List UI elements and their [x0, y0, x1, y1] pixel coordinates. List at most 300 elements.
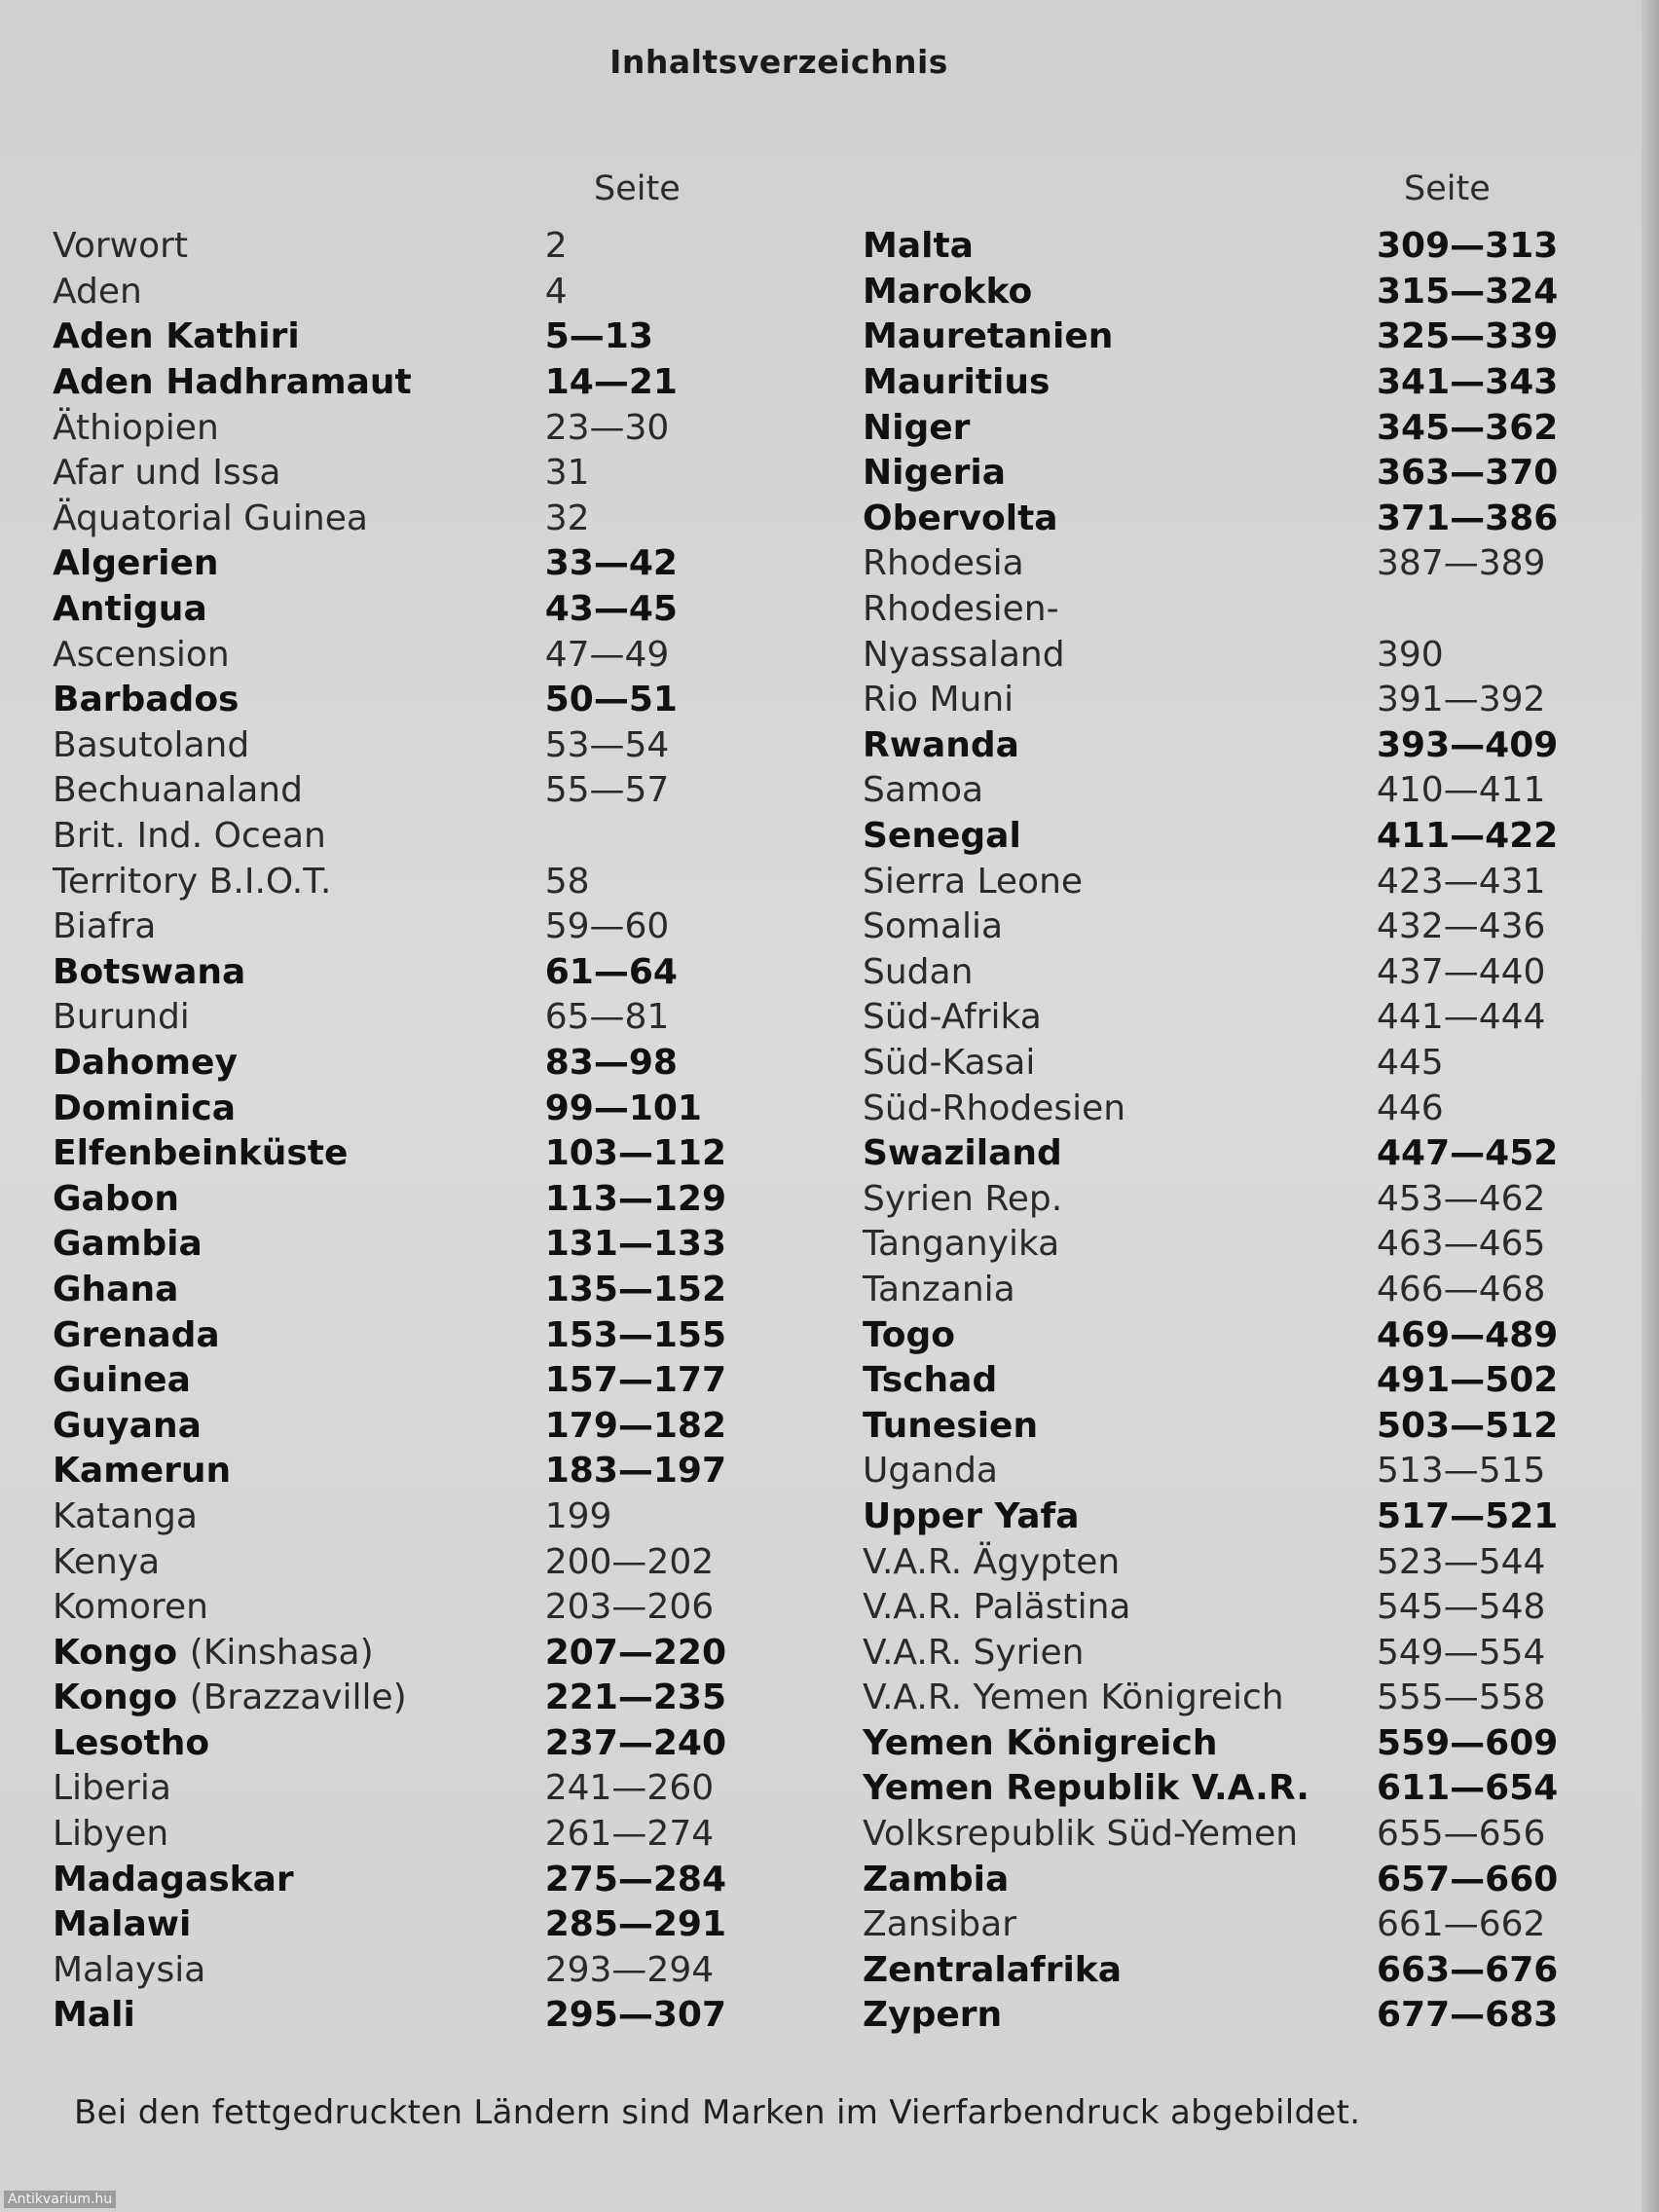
index-entry — [863, 1539, 1564, 1585]
entry-country-label: Rwanda — [863, 724, 1019, 765]
entry-pages: 611—654 — [1377, 1768, 1559, 1809]
entry-country — [863, 407, 1357, 448]
entry-pages: 391—392 — [1377, 680, 1546, 720]
entry-country-label: Gambia — [53, 1224, 203, 1265]
index-entry — [53, 1403, 734, 1449]
index-entry — [53, 859, 734, 904]
entry-country-label: Malawi — [53, 1904, 192, 1945]
entry-country — [863, 226, 1357, 267]
index-entry — [863, 1176, 1564, 1222]
index-entry — [53, 995, 734, 1041]
entry-pages: 199 — [544, 1495, 612, 1536]
entry-country — [53, 589, 526, 630]
entry-country — [53, 1677, 526, 1718]
entry-country — [863, 1405, 1357, 1446]
entry-pages: 5—13 — [544, 316, 653, 357]
entry-country-label: Rhodesien- — [863, 589, 1059, 630]
entry-pages: 445 — [1377, 1042, 1444, 1083]
entry-country — [863, 770, 1357, 811]
entry-country-suffix: (Kinshasa) — [189, 1632, 374, 1673]
entry-country-label: Rhodesia — [863, 543, 1024, 584]
entry-country-label: Niger — [863, 407, 971, 448]
index-entry — [863, 1766, 1564, 1812]
left-column-header: Seite — [594, 169, 681, 208]
entry-pages: 31 — [544, 453, 590, 494]
entry-country-label: Ghana — [53, 1269, 179, 1309]
entry-pages: 325—339 — [1377, 316, 1559, 357]
index-entry — [863, 1312, 1564, 1358]
index-entry — [53, 1812, 734, 1858]
entry-country — [863, 1224, 1357, 1265]
index-entry — [53, 1539, 734, 1585]
entry-country-label: Zambia — [863, 1859, 1010, 1899]
entry-country — [53, 1042, 526, 1083]
index-entry — [863, 497, 1564, 542]
entry-pages: 203—206 — [544, 1587, 715, 1628]
entry-country — [863, 1677, 1357, 1718]
index-entry — [53, 904, 734, 950]
entry-country-label: Barbados — [53, 680, 240, 720]
entry-country — [53, 1632, 526, 1673]
entry-pages: 423—431 — [1377, 861, 1546, 902]
index-entry — [863, 1041, 1564, 1087]
entry-country-label: Nigeria — [863, 453, 1007, 494]
entry-country — [863, 1451, 1357, 1492]
entry-pages: 655—656 — [1377, 1814, 1546, 1855]
entry-country — [53, 1314, 526, 1355]
entry-country-label: Elfenbeinküste — [53, 1133, 349, 1174]
entry-pages: 503—512 — [1377, 1405, 1559, 1446]
entry-country-label: Tschad — [863, 1360, 998, 1401]
entry-pages: 153—155 — [544, 1314, 727, 1355]
entry-pages: 50—51 — [544, 680, 678, 720]
entry-pages: 345—362 — [1377, 407, 1559, 448]
index-entry — [863, 1585, 1564, 1631]
index-entry — [53, 1041, 734, 1087]
index-entry — [53, 314, 734, 360]
entry-country — [53, 906, 526, 947]
entry-country — [863, 997, 1357, 1038]
entry-country-label: V.A.R. Palästina — [863, 1587, 1131, 1628]
entry-pages: 293—294 — [544, 1949, 715, 1990]
index-entry — [863, 904, 1564, 950]
entry-pages: 241—260 — [544, 1768, 715, 1809]
entry-country-label: Lesotho — [53, 1722, 210, 1763]
entry-country — [863, 1904, 1357, 1945]
entry-country — [863, 1768, 1357, 1809]
entry-pages: 113—129 — [544, 1178, 727, 1219]
entry-country — [863, 589, 1357, 630]
entry-country — [863, 316, 1357, 357]
index-entry — [863, 1676, 1564, 1721]
entry-country — [53, 1360, 526, 1401]
entry-pages: 309—313 — [1377, 226, 1559, 267]
entry-country — [863, 816, 1357, 857]
entry-country — [863, 1314, 1357, 1355]
index-entry — [53, 1857, 734, 1902]
entry-pages: 663—676 — [1377, 1949, 1559, 1990]
entry-country-label: Yemen Republik V.A.R. — [863, 1768, 1309, 1809]
entry-country — [53, 1405, 526, 1446]
entry-country-label: Süd-Afrika — [863, 997, 1042, 1038]
index-entry — [863, 723, 1564, 769]
entry-country — [863, 951, 1357, 992]
entry-country-label: Samoa — [863, 770, 984, 811]
index-entry — [53, 541, 734, 587]
entry-country-label: Äthiopien — [53, 407, 219, 448]
index-entry — [863, 950, 1564, 996]
entry-pages: 157—177 — [544, 1360, 727, 1401]
entry-country — [53, 1995, 526, 2036]
entry-country — [53, 770, 526, 811]
entry-pages: 261—274 — [544, 1814, 715, 1855]
entry-country-label: Libyen — [53, 1814, 169, 1855]
right-column-header: Seite — [1404, 169, 1491, 208]
entry-pages: 446 — [1377, 1088, 1444, 1128]
entry-country-label: Mauretanien — [863, 316, 1114, 357]
entry-country-label: Zentralafrika — [863, 1949, 1123, 1990]
entry-country-label: Rio Muni — [863, 680, 1014, 720]
entry-pages: 393—409 — [1377, 724, 1559, 765]
entry-country-label: Senegal — [863, 816, 1021, 857]
entry-country-label: Madagaskar — [53, 1859, 294, 1899]
entry-country — [863, 1178, 1357, 1219]
entry-country — [53, 816, 526, 857]
entry-pages: 491—502 — [1377, 1360, 1559, 1401]
index-entry — [53, 768, 734, 814]
index-entry — [863, 1403, 1564, 1449]
entry-pages: 183—197 — [544, 1451, 727, 1492]
entry-pages: 549—554 — [1377, 1632, 1546, 1673]
index-entry — [863, 995, 1564, 1041]
entry-country-label: Algerien — [53, 543, 219, 584]
entry-pages: 523—544 — [1377, 1541, 1546, 1582]
entry-pages: 559—609 — [1377, 1722, 1559, 1763]
index-entry — [863, 1902, 1564, 1948]
index-entry — [53, 1176, 734, 1222]
index-entry — [863, 1086, 1564, 1131]
entry-country-suffix: (Brazzaville) — [189, 1677, 407, 1718]
entry-country — [863, 1360, 1357, 1401]
entry-country — [53, 1495, 526, 1536]
index-entry — [863, 587, 1564, 633]
index-entry — [53, 360, 734, 406]
entry-pages: 99—101 — [544, 1088, 702, 1128]
entry-pages: 43—45 — [544, 589, 678, 630]
entry-country — [863, 453, 1357, 494]
index-entry — [53, 1312, 734, 1358]
entry-country-label: Komoren — [53, 1587, 208, 1628]
entry-pages: 207—220 — [544, 1632, 727, 1673]
index-entry — [53, 1494, 734, 1540]
entry-pages: 555—558 — [1377, 1677, 1546, 1718]
entry-country-label: Tunesien — [863, 1405, 1039, 1446]
entry-pages: 513—515 — [1377, 1451, 1546, 1492]
entry-pages: 2 — [544, 226, 568, 267]
entry-country — [863, 1133, 1357, 1174]
entry-country — [53, 1178, 526, 1219]
index-entry — [863, 632, 1564, 678]
entry-country — [53, 362, 526, 403]
entry-country-label: Dominica — [53, 1088, 237, 1128]
index-entry — [863, 314, 1564, 360]
entry-pages: 65—81 — [544, 997, 670, 1038]
index-entry — [863, 1993, 1564, 2039]
index-entry — [863, 1812, 1564, 1858]
index-entry — [53, 1585, 734, 1631]
index-entry — [53, 270, 734, 315]
entry-pages: 545—548 — [1377, 1587, 1546, 1628]
entry-country — [53, 724, 526, 765]
entry-pages: 200—202 — [544, 1541, 715, 1582]
entry-country-label: Mali — [53, 1995, 135, 2036]
index-entry — [863, 1948, 1564, 1994]
entry-country-label: Brit. Ind. Ocean — [53, 816, 326, 857]
index-entry — [53, 814, 734, 860]
entry-pages: 466—468 — [1377, 1269, 1546, 1309]
entry-pages: 657—660 — [1377, 1859, 1559, 1899]
entry-country-label: Somalia — [863, 906, 1004, 947]
entry-country-label: Tanganyika — [863, 1224, 1060, 1265]
entry-country — [53, 1133, 526, 1174]
entry-pages: 390 — [1377, 634, 1444, 675]
entry-pages: 285—291 — [544, 1904, 727, 1945]
entry-country — [863, 498, 1357, 538]
entry-country-label: Grenada — [53, 1314, 220, 1355]
entry-country — [53, 1949, 526, 1990]
entry-country-label: Upper Yafa — [863, 1495, 1080, 1536]
entry-pages: 447—452 — [1377, 1133, 1559, 1174]
index-entry — [53, 497, 734, 542]
index-entry — [863, 1494, 1564, 1540]
entry-country-label: Togo — [863, 1314, 956, 1355]
index-entry — [53, 1358, 734, 1404]
entry-pages: 295—307 — [544, 1995, 727, 2036]
index-entry — [53, 678, 734, 723]
entry-country — [863, 362, 1357, 403]
entry-country-label: V.A.R. Yemen Königreich — [863, 1677, 1284, 1718]
entry-country — [863, 1722, 1357, 1763]
entry-country-label: Volksrepublik Süd-Yemen — [863, 1814, 1299, 1855]
entry-country — [863, 1587, 1357, 1628]
entry-pages: 59—60 — [544, 906, 670, 947]
entry-pages: 237—240 — [544, 1722, 727, 1763]
entry-country-label: Kenya — [53, 1541, 161, 1582]
entry-country-label: Obervolta — [863, 498, 1058, 538]
entry-country — [863, 1269, 1357, 1309]
entry-pages: 661—662 — [1377, 1904, 1546, 1945]
entry-country — [863, 1088, 1357, 1128]
index-entry — [53, 1449, 734, 1494]
entry-country-label: Bechuanaland — [53, 770, 303, 811]
entry-country — [53, 1224, 526, 1265]
footnote: Bei den fettgedruckten Ländern sind Marken im Vierfarbendruck abgebildet. — [74, 2093, 1361, 2132]
entry-country — [53, 453, 526, 494]
entry-country — [53, 1088, 526, 1128]
entry-country — [863, 682, 1357, 718]
entry-country-label: Kongo — [53, 1677, 178, 1718]
index-entry — [863, 224, 1564, 270]
index-entry — [863, 1131, 1564, 1177]
index-entry — [53, 1948, 734, 1994]
index-entry — [53, 1721, 734, 1767]
entry-country — [53, 271, 526, 312]
entry-pages: 131—133 — [544, 1224, 727, 1265]
entry-country-label: Süd-Kasai — [863, 1042, 1036, 1083]
entry-country — [53, 498, 526, 538]
entry-country — [53, 1814, 526, 1855]
entry-pages: 135—152 — [544, 1269, 727, 1309]
entry-country — [863, 724, 1357, 765]
index-entry — [863, 1222, 1564, 1268]
entry-pages: 315—324 — [1377, 271, 1559, 312]
entry-country-label: Botswana — [53, 951, 246, 992]
entry-country — [53, 1587, 526, 1628]
index-entry — [53, 1222, 734, 1268]
entry-country-label: Territory B.I.O.T. — [53, 861, 332, 902]
entry-country-label: Katanga — [53, 1495, 198, 1536]
entry-country-label: Vorwort — [53, 226, 189, 267]
entry-pages: 103—112 — [544, 1133, 727, 1174]
entry-pages: 387—389 — [1377, 543, 1546, 584]
left-index-column — [53, 224, 734, 2039]
entry-pages: 410—411 — [1377, 770, 1546, 811]
index-entry — [53, 1902, 734, 1948]
index-entry — [53, 1131, 734, 1177]
entry-country — [53, 1451, 526, 1492]
entry-country — [863, 906, 1357, 947]
entry-country — [53, 1768, 526, 1809]
index-entry — [53, 1630, 734, 1676]
entry-country-label: Syrien Rep. — [863, 1178, 1063, 1219]
entry-country — [863, 1995, 1357, 2036]
index-entry — [53, 1268, 734, 1313]
index-entry — [863, 1358, 1564, 1404]
entry-pages: 83—98 — [544, 1042, 678, 1083]
entry-country — [863, 1632, 1357, 1673]
index-entry — [53, 451, 734, 497]
entry-country-label: Afar und Issa — [53, 453, 281, 494]
entry-pages: 432—436 — [1377, 906, 1546, 947]
entry-country-label: Uganda — [863, 1451, 998, 1492]
index-entry — [863, 270, 1564, 315]
index-entry — [863, 360, 1564, 406]
index-entry — [863, 451, 1564, 497]
index-entry — [863, 1857, 1564, 1902]
entry-pages: 14—21 — [544, 362, 678, 403]
page-title: Inhaltsverzeichnis — [609, 43, 948, 81]
entry-pages: 453—462 — [1377, 1178, 1546, 1219]
index-entry — [863, 541, 1564, 587]
index-entry — [53, 1993, 734, 2039]
index-entry — [53, 1676, 734, 1721]
entry-pages: 55—57 — [544, 770, 670, 811]
index-entry — [53, 632, 734, 678]
entry-country-label: Nyassaland — [863, 634, 1065, 675]
entry-country-label: Gabon — [53, 1178, 179, 1219]
index-entry — [863, 814, 1564, 860]
entry-country — [863, 1042, 1357, 1083]
entry-country-label: V.A.R. Ägypten — [863, 1541, 1121, 1582]
index-entry — [53, 224, 734, 270]
entry-country-label: Zypern — [863, 1995, 1003, 2036]
entry-country — [53, 226, 526, 267]
entry-country — [53, 543, 526, 584]
entry-pages: 275—284 — [544, 1859, 727, 1899]
entry-pages: 33—42 — [544, 543, 678, 584]
entry-country-label: Malta — [863, 226, 974, 267]
entry-country-label: Aden — [53, 271, 142, 312]
entry-country-label: Guinea — [53, 1360, 191, 1401]
entry-country-label: Antigua — [53, 589, 207, 630]
watermark: Antikvarium.hu — [4, 2191, 116, 2208]
entry-pages: 4 — [544, 271, 568, 312]
entry-country-label: Biafra — [53, 906, 157, 947]
entry-pages: 58 — [544, 861, 590, 902]
entry-country — [863, 1814, 1357, 1855]
index-entry — [53, 1086, 734, 1131]
entry-country-label: Malaysia — [53, 1949, 206, 1990]
index-entry — [53, 405, 734, 451]
entry-country — [53, 1269, 526, 1309]
entry-country — [863, 1949, 1357, 1990]
index-entry — [863, 768, 1564, 814]
entry-country-label: Aden Kathiri — [53, 316, 300, 357]
entry-country — [53, 1541, 526, 1582]
entry-pages: 517—521 — [1377, 1495, 1559, 1536]
entry-country — [53, 682, 526, 718]
index-entry — [863, 1630, 1564, 1676]
entry-pages: 221—235 — [544, 1677, 727, 1718]
entry-country — [863, 861, 1357, 902]
index-entry — [53, 723, 734, 769]
entry-country-label: Zansibar — [863, 1904, 1017, 1945]
entry-pages: 437—440 — [1377, 951, 1546, 992]
entry-country — [53, 997, 526, 1038]
entry-country — [863, 543, 1357, 584]
entry-pages: 53—54 — [544, 724, 670, 765]
index-entry — [53, 1766, 734, 1812]
index-entry — [863, 405, 1564, 451]
entry-country-label: Marokko — [863, 271, 1033, 312]
entry-pages: 363—370 — [1377, 453, 1559, 494]
entry-country — [53, 1859, 526, 1899]
entry-pages: 469—489 — [1377, 1314, 1559, 1355]
entry-country-label: Tanzania — [863, 1269, 1015, 1309]
entry-country-label: Dahomey — [53, 1042, 238, 1083]
index-entry — [863, 678, 1564, 723]
right-index-column — [863, 224, 1564, 2039]
entry-country — [53, 1722, 526, 1763]
entry-country — [863, 271, 1357, 312]
index-entry — [863, 1449, 1564, 1494]
entry-country — [53, 316, 526, 357]
entry-country-label: Basutoland — [53, 724, 250, 765]
entry-country-label: Sierra Leone — [863, 861, 1084, 902]
entry-country-label: Guyana — [53, 1405, 202, 1446]
index-entry — [863, 1268, 1564, 1313]
entry-country-label: Burundi — [53, 997, 190, 1038]
index-entry — [863, 859, 1564, 904]
entry-pages: 23—30 — [544, 407, 670, 448]
entry-pages: 61—64 — [544, 951, 678, 992]
entry-country-label: Aden Hadhramaut — [53, 362, 412, 403]
entry-pages: 32 — [544, 498, 590, 538]
entry-country-label: Kongo — [53, 1632, 178, 1673]
entry-country — [863, 1541, 1357, 1582]
entry-country-label: Kamerun — [53, 1451, 232, 1492]
entry-country-label: Yemen Königreich — [863, 1722, 1218, 1763]
